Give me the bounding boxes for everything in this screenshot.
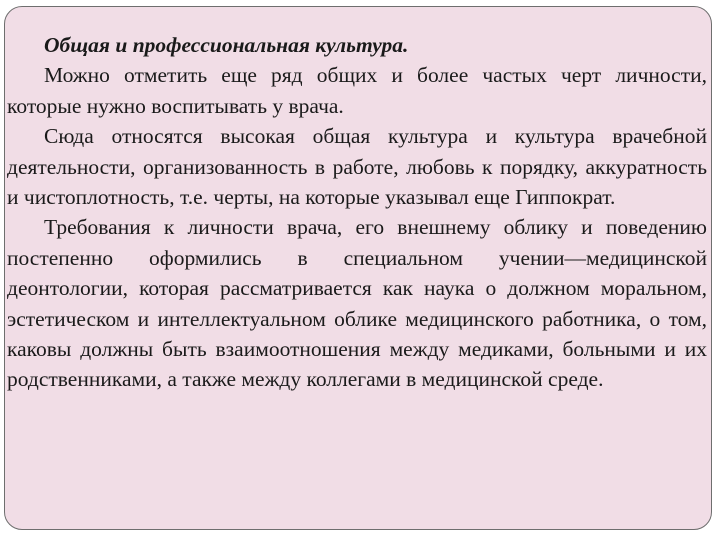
slide-heading: Общая и профессиональная культура. [44,33,409,57]
paragraph-deontology: Требования к личности врача, его внешнему облику и поведению постепенно оформились в специальном учении—медицинской деонтологии, которая рассматривается как наука о должном моральном, эстетическом и интеллектуальном облике медицинского работника, о том, каковы должны быть взаимоотношения между медиками, больными и их родственниками, а также между коллегами в медицинской среде. [7,215,707,392]
slide-text-block [7,30,707,395]
paragraph-culture: Сюда относятся высокая общая культура и культура врачебной деятельности, организованность в работе, любовь к порядку, аккуратность и чистоплотность, т.е. черты, на которые указывал еще Гиппократ. [7,124,707,210]
paragraph-general-traits: Можно отметить еще ряд общих и более частых черт личности, которые нужно воспитывать у врача. [7,63,707,118]
